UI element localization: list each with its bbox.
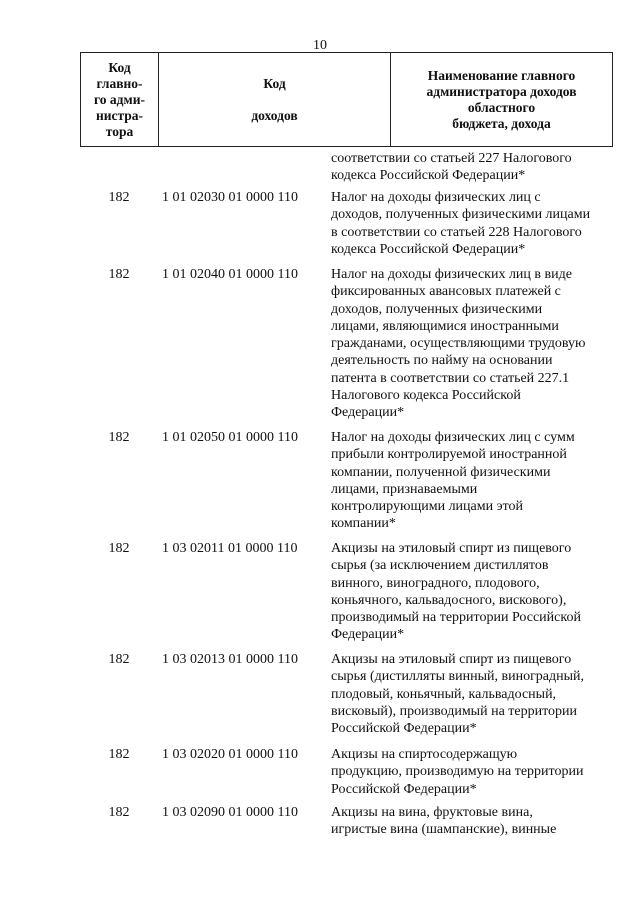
header-income-code: Код доходов xyxy=(159,53,391,146)
income-name-cell: Налог на доходы физических лиц с сумм прибыли контролируемой иностранной компании, полученной физическими лицами, признаваемыми контролирующими лицами этой компании* xyxy=(331,430,575,532)
admin-code-cell: 182 xyxy=(108,430,130,445)
income-code-cell: 1 03 02013 01 0000 110 xyxy=(162,652,298,667)
admin-code-cell: 182 xyxy=(108,747,130,762)
income-code-cell: 1 03 02011 01 0000 110 xyxy=(162,541,298,556)
header-administrator-name: Наименование главного администратора доходов областного бюджета, дохода xyxy=(426,67,577,131)
admin-code-cell: 182 xyxy=(108,541,130,556)
income-name-cell: Акцизы на этиловый спирт из пищевого сырья (дистилляты винный, виноградный, плодовый, коньячный, кальвадосный, висковый), производимый на территории Российской Федерации* xyxy=(331,652,585,737)
admin-code-cell: 182 xyxy=(108,190,130,205)
page-number: 10 xyxy=(313,38,327,53)
table-header xyxy=(80,52,613,147)
income-code-cell: 1 03 02090 01 0000 110 xyxy=(162,805,298,820)
admin-code-cell: 182 xyxy=(108,805,130,820)
income-name-cell: Акцизы на этиловый спирт из пищевого сырья (за исключением дистиллятов винного, виноградного, плодового, коньячного, кальвадосного, вискового), производимый на территории Российской Федерации* xyxy=(331,541,581,643)
income-code-cell: 1 03 02020 01 0000 110 xyxy=(162,747,298,762)
income-name-cell: Акцизы на вина, фруктовые вина, игристые вина (шампанские), винные xyxy=(331,805,557,838)
income-name-cell: Налог на доходы физических лиц в виде фиксированных авансовых платежей с доходов, полученных физическими лицами, являющимися иностранными гражданами, осуществляющими трудовую деятельность по найму на основании патента в соответствии со статьей 227.1 Налогового кодекса Российской Федерации* xyxy=(331,267,586,421)
income-name-cell: Акцизы на спиртосодержащую продукцию, производимую на территории Российской Федерации* xyxy=(331,747,584,797)
income-code-cell: 1 01 02050 01 0000 110 xyxy=(162,430,298,445)
admin-code-cell: 182 xyxy=(108,267,130,282)
income-code-cell: 1 01 02030 01 0000 110 xyxy=(162,190,298,205)
income-name-cell: Налог на доходы физических лиц с доходов, полученных физическими лицами в соответствии со статьей 228 Налогового кодекса Российской Федерации* xyxy=(331,190,591,257)
header-admin-code: Код главно- го адми- нистра- тора xyxy=(81,53,159,146)
admin-code-cell: 182 xyxy=(108,652,130,667)
continued-text: соответствии со статьей 227 Налогового кодекса Российской Федерации* xyxy=(331,151,572,184)
income-code-cell: 1 01 02040 01 0000 110 xyxy=(162,267,298,282)
